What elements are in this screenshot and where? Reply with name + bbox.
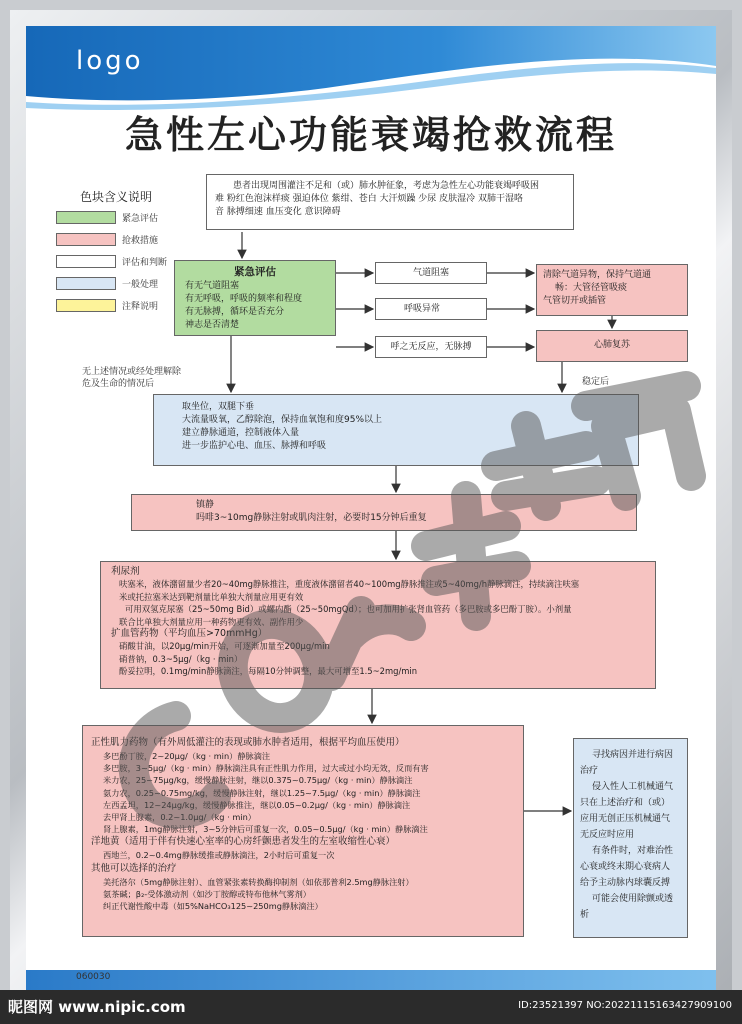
assess-line: 神志是否清楚 <box>185 320 240 330</box>
diuretic-title: 利尿剂 <box>111 566 140 577</box>
cpr-label: 心肺复苏 <box>593 340 630 350</box>
general-line: 进一步监护心电、血压、脉搏和呼吸 <box>182 441 327 451</box>
other-line: 纠正代谢性酸中毒（如5%NaHCO₃125~250mg静脉滴注） <box>103 901 323 912</box>
legend-label: 注释说明 <box>122 301 159 312</box>
general-line: 大流量吸氧，乙醇除泡，保持血氧饱和度95%以上 <box>182 415 383 425</box>
legend-label: 紧急评估 <box>122 213 159 224</box>
cause-treatment-box <box>573 738 688 938</box>
legend-label: 评估和判断 <box>122 257 168 268</box>
intro-box <box>206 174 574 230</box>
sedation-box <box>131 494 637 531</box>
clear-airway-line: 气管切开或插管 <box>543 296 607 306</box>
nopulse-label: 呼之无反应，无脉搏 <box>390 342 472 352</box>
assess-line: 有无气道阻塞 <box>185 281 240 291</box>
legend-label: 抢救措施 <box>122 235 159 246</box>
diuretic-line: 呋塞米，液体潴留量少者20~40mg静脉推注，重度液体潴留者40~100mg静脉推注或5~40mg/h静脉滴注，持续滴注呋塞 <box>119 579 580 590</box>
logo: logo <box>76 46 144 76</box>
cause-line: 析 <box>580 910 590 920</box>
clear-airway-line: 清除气道异物，保持气道通 <box>543 270 652 280</box>
assess-title: 紧急评估 <box>234 266 276 278</box>
cause-line: 侵入性人工机械通气 <box>592 782 674 792</box>
other-line: 氨茶碱；β₂-受体激动剂（如沙丁胺醇或特布他林气雾剂） <box>103 888 311 899</box>
vasodilator-line: 酚妥拉明，0.1mg/min静脉滴注，每隔10分钟调整，最大可增至1.5~2mg/min <box>119 666 418 677</box>
other-title: 其他可以选择的治疗 <box>91 862 177 874</box>
airway-obstruction-box <box>375 262 487 284</box>
inotrope-line: 去甲肾上腺素，0.2~1.0μg/（kg · min） <box>103 812 256 823</box>
inotrope-line: 多巴胺，3~5μg/（kg · min）静脉滴注具有正性肌力作用，过大或过小均无效，反而有害 <box>103 763 429 774</box>
footer-bar <box>26 970 716 990</box>
inotrope-title: 正性肌力药物（有外周低灌注的表现或肺水肿者适用，根据平均血压使用） <box>91 737 405 748</box>
clear-airway-line: 畅：大管径管吸痰 <box>555 283 628 293</box>
note-left-line: 危及生命的情况后 <box>82 379 155 389</box>
image-id: ID:23521397 NO:20221115163427909100 <box>518 1000 732 1011</box>
page-title: 急性左心功能衰竭抢救流程 <box>124 112 617 157</box>
inotrope-line: 肾上腺素，1mg静脉注射，3~5分钟后可重复一次，0.05~0.5μg/（kg · min）静脉滴注 <box>103 824 428 835</box>
inotrope-line: 多巴酚丁胺，2~20μg/（kg · min）静脉滴注 <box>103 751 271 761</box>
legend-title: 色块含义说明 <box>80 190 153 204</box>
cause-line: 心衰或终末期心衰病人 <box>580 862 671 872</box>
inotrope-line: 左西孟坦，12~24μg/kg，缓慢静脉推注，继以0.05~0.2μg/（kg · min）静脉滴注 <box>103 799 411 810</box>
intro-line: 难 粉红色泡沫样痰 强迫体位 紫绀、苍白 大汗烦躁 少尿 皮肤湿冷 双肺干湿咯 <box>215 194 524 204</box>
breathing-abnormal-box <box>375 298 487 320</box>
inotrope-box <box>82 725 524 937</box>
general-line: 取坐位，双腿下垂 <box>182 402 255 412</box>
cause-line: 可能会使用除颤或透 <box>592 894 674 904</box>
vasodilator-line: 硝酸甘油，以20μg/min开始，可逐渐加量至200μg/min <box>119 641 330 652</box>
assess-line: 有无脉搏，循环是否充分 <box>185 307 285 317</box>
general-line: 建立静脉通道，控制液体入量 <box>182 428 300 438</box>
sedation-line: 吗啡3~10mg静脉注射或肌肉注射，必要时15分钟后重复 <box>196 513 427 523</box>
airway-label: 气道阻塞 <box>412 268 449 278</box>
cause-line: 寻找病因并进行病因 <box>592 750 674 760</box>
note-right: 稳定后 <box>582 377 610 387</box>
footer-code: 060030 <box>76 972 111 982</box>
note-left-line: 无上述情况或经处理解除 <box>82 367 182 377</box>
vasodilator-line: 硝普钠，0.3~5μg/（kg · min） <box>119 653 243 664</box>
cause-line: 无反应时应用 <box>580 830 635 840</box>
emergency-assessment-box <box>174 260 336 336</box>
digitalis-line: 西地兰，0.2~0.4mg静脉缓推或静脉滴注，2小时后可重复一次 <box>103 850 335 861</box>
diuretic-line: 联合比单独大剂量应用一种药物更有效、副作用少 <box>119 616 304 627</box>
diuretic-line: 米或托拉塞米达到靶剂量比单独大剂量应用更有效 <box>119 591 304 602</box>
inotrope-line: 米力农，25~75μg/kg，缓慢静脉注射，继以0.375~0.75μg/（kg · min）静脉滴注 <box>103 775 413 786</box>
legend-label: 一般处理 <box>122 279 159 290</box>
note-left <box>82 366 181 390</box>
diuretic-box <box>100 561 656 689</box>
site-watermark: 昵图网 www.nipic.com <box>8 998 186 1016</box>
cause-line: 应用无创正压机械通气 <box>580 814 671 824</box>
cause-line: 治疗 <box>580 766 599 776</box>
intro-line: 音 脉搏细速 血压变化 意识障碍 <box>215 207 341 217</box>
digitalis-title: 洋地黄（适用于伴有快速心室率的心房纤颤患者发生的左室收缩性心衰） <box>91 836 396 848</box>
intro-line: 患者出现周围灌注不足和（或）肺水肿征象，考虑为急性左心功能衰竭呼吸困 <box>233 181 540 191</box>
poster <box>26 26 716 990</box>
vasodilator-title: 扩血管药物（平均血压>70mmHg） <box>111 628 268 640</box>
clear-airway-box <box>536 264 688 316</box>
cause-line: 只在上述治疗和（或） <box>580 798 671 808</box>
cause-line: 给予主动脉内球囊反搏 <box>580 878 671 888</box>
other-line: 美托洛尔（5mg静脉注射）、血管紧张素转换酶抑制剂（如依那普利2.5mg静脉注射） <box>103 876 414 887</box>
no-pulse-box <box>375 336 487 358</box>
inotrope-line: 氨力农，0.25~0.75mg/kg，缓慢静脉注射，继以1.25~7.5μg/（kg · min）静脉滴注 <box>103 787 421 798</box>
assess-line: 有无呼吸，呼吸的频率和程度 <box>185 294 303 304</box>
sedation-title: 镇静 <box>196 500 215 510</box>
diuretic-line: 可用双氢克尿塞（25~50mg Bid）或螺内酯（25~50mgQd）；也可加用扩张肾血管药（多巴胺或多巴酚丁胺）。小剂量 <box>125 604 572 615</box>
cause-line: 有条件时，对难治性 <box>592 846 674 856</box>
breath-label: 呼吸异常 <box>404 304 441 314</box>
cpr-box <box>536 330 688 362</box>
general-treatment-box <box>153 394 639 466</box>
